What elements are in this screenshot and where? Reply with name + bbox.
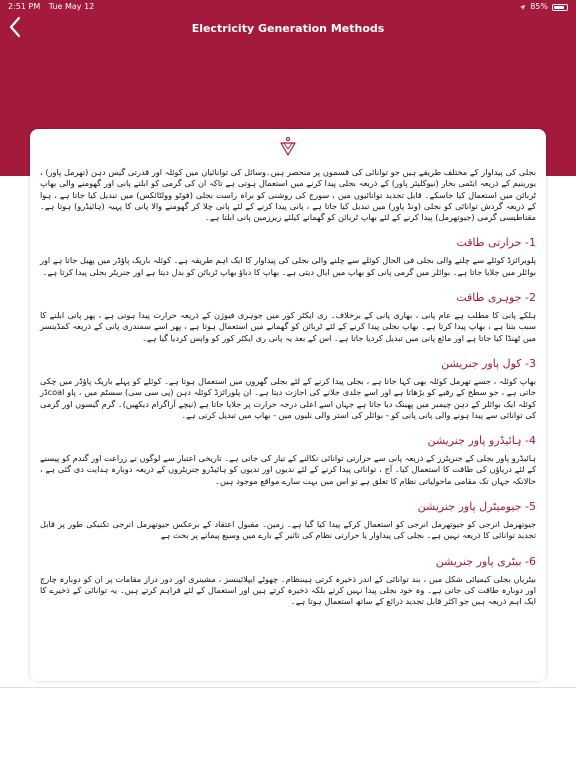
- page-title: Electricity Generation Methods: [191, 22, 385, 35]
- section-body: ہلکے پانی کا مطلب ہے عام پانی ، بھاری پانی کے برخلاف۔ ری ایکٹر کور میں جوہری فیوژن کے ذریعہ حرارت پیدا ہوتی ہے ، پھر پانی ابلنے کا سبب بنتا ہے ، بھاپ پیدا کرتا ہے۔ بھاپ بجلی پیدا کرنے کے لئے ٹربائن کو گھمانے میں استعمال ہوتا ہے ، پھر اسے سمندری پانی کے ذریعہ کمڈینسر میں ٹھنڈا کیا جاتا ہے اور مائع پانی میں تبدیل کردیا جاتا ہے۔ اس کے بعد یہ پانی ری ایکٹر کور کو واپس کردیا گیا ہے۔: [40, 310, 536, 343]
- section-body: بھاپ کوئلہ ، جسے تھرمل کوئلہ بھی کہا جاتا ہے ، بجلی پیدا کرنے کے لئے بجلی گھروں میں استعمال ہوتا ہے۔ کوئلے کو پہلے باریک پاؤڈر میں چکی جاتی ہے ، جو سطح کے رقبے کو بڑھاتا ہے اور اسے جلدی جلانے کی اجازت دیتا ہے۔ ان پلورائزڈ کوئلہ دہن (پی سی سی) سسٹم میں ، پاو coalڈر کوئلہ ایک بوائلر کے دہن چیمبر میں پھینک دیا جاتا ہے جہاں اسے اعلی درجہ حرارت پر جلایا جاتا ہے (نیچے آراگرام دیکھیں)۔ گرم گیسوں اور گرمی کی توانائی سے پیدا ہونے والی پانی پانی کو - بوائلر کی استر والی نلیوں میں - بھاپ میں تبدیل کرتی ہے۔: [40, 375, 536, 420]
- article-card[interactable]: [30, 129, 546, 681]
- intro-paragraph: بجلی کی پیداوار کے مختلف طریقے ہیں جو توانائی کی قسموں پر منحصر ہیں۔وسائل کی توانائیاں میں کوئلہ اور قدرتی گیس دہن (تھرمل پاور) ، یورینیم کے ذریعہ ایٹمی بخار (نیوکلیئر پاور) کے ذریعہ بجلی پیدا کرنے میں استعمال ہوتی ہے تاکہ ان کی گرمی کو ابلتے پانی اور گھومنے والی بھاپ ٹربائن میں استعمال کیا جاسکے۔ قابل تجدید توانائیوں میں ، سورج کی روشنی کو براہ راست بجلی (فوٹو وولٹائکس) میں تبدیل کیا جاتا ہے ، ہوا کے ذریعہ گردش توانائی کو بجلی (ونڈ پاور) میں تبدیل کیا جاتا ہے ، پانی پیدا کرنے کے لئے پانی چلا کر گھومنے والا پانی کا پہیہ (ہائیڈرو) ہوتا ہے۔ مقناطیسی گرمی (جیوتھرمل) پیدا کرنے کے لئے بھاپ ٹربائن کو گھمانے کیلئے زیرزمین پانی ابلتا ہے۔: [40, 167, 536, 223]
- battery-level: [554, 6, 564, 9]
- article-content: [40, 167, 536, 620]
- diamond-pendant-icon: [278, 136, 298, 158]
- section-heading: 1- حرارتی طاقت: [456, 236, 536, 250]
- status-date: Tue May 12: [48, 2, 95, 11]
- location-arrow-icon: [519, 4, 526, 11]
- section-heading: 6- بیٹری پاور جنریشن: [435, 554, 536, 568]
- bottom-area: [0, 687, 576, 769]
- section-heading: 2- جوہری طاقت: [456, 291, 536, 305]
- status-bar: [0, 0, 576, 14]
- battery-percent: 85%: [530, 2, 548, 11]
- section-heading: 4- ہائیڈرو پاور جنریشن: [427, 434, 536, 448]
- section-heading: 5- جیومیٹرل پاور جنریشن: [417, 500, 536, 514]
- section-body: بیٹریاں بجلی کیمیائی شکل میں ، بند توانائی کے اندر ذخیرہ کرتی ہیںنظام۔ چھوٹے ایپلائینسز ، مشینری اور دور دراز مقامات پر ان کو دوبارہ چارج اور دوبارہ طاقت کی جاتی ہے۔ وہ خود بجلی پیدا نہیں کرتے بلکہ ذخیرہ کرتے ہیں اور استعمال کے لئے فراہم کرتے ہیں۔ یہ توانائی کے ذخیرے کا ایک اہم ذریعہ ہیں جو اکثر قابل تجدید ذرائع کے ساتھ استعمال ہوتا ہے۔: [40, 573, 536, 607]
- section-body: جیوتھرمل انرجی کو جیوتھرمل انرجی کو استعمال کرکے پیدا کیا گیا ہے۔ زمین۔ مقبول اعتقاد کے برعکس جیوتھرمل انرجی تکنیکی طور پر قابل تجدید توانائی کا ذریعہ نہیں ہے۔ بجلی کی پیداوار یا حرارتی نظام کی تاثیر کے بارے میں وسیع پیمانے پر بحث ہے: [40, 519, 536, 541]
- nav-bar: [0, 14, 576, 44]
- section-body: ہائیڈرو پاور بجلی کے جنریٹرز کے ذریعہ پانی سے حرارتی توانائی نکالنے کے تیار کی جاتی ہے۔ تاریخی اعتبار سے لوگوں نے زراعت اور گندم کو پیسنے کے لئے دریاؤں کی طاقت کا استعمال کیا۔ آج ، توانائی پیدا کرنے کے لئے ندیوں اور ندیوں کو ہائیڈرو جنریٹروں کے ذریعہ دوبارہ ہدایت دی گئی ہے ، حالانکہ جہاں تک مقامی ماحولیاتی نظام کا تعلق ہے تو اس میں بہت سارے مواقع موجود ہیں۔: [40, 453, 536, 486]
- status-time: 2:51 PM: [8, 2, 41, 11]
- section-body: پلویرائزڈ کوئلے سے چلنے والی بجلی فی الحال کوئلے سے چلنے والی بجلی کی پیداوار کا ایک اہم طریقہ ہے۔ کوئلہ باریک پاؤڈر میں پھیل جاتا ہے اور بوائلر میں جلایا جاتا ہے۔ بوائلر میں گرمی پانی کو بھاپ میں ابال دیتی ہے۔ بھاپ کا دباؤ بھاپ ٹربائن کو بدل دیتا ہے اور جنریٹر بجلی پیدا کرتا ہے۔: [40, 255, 536, 277]
- section-heading: 3- کول پاور جنریشن: [441, 356, 536, 370]
- battery-icon: [552, 4, 568, 11]
